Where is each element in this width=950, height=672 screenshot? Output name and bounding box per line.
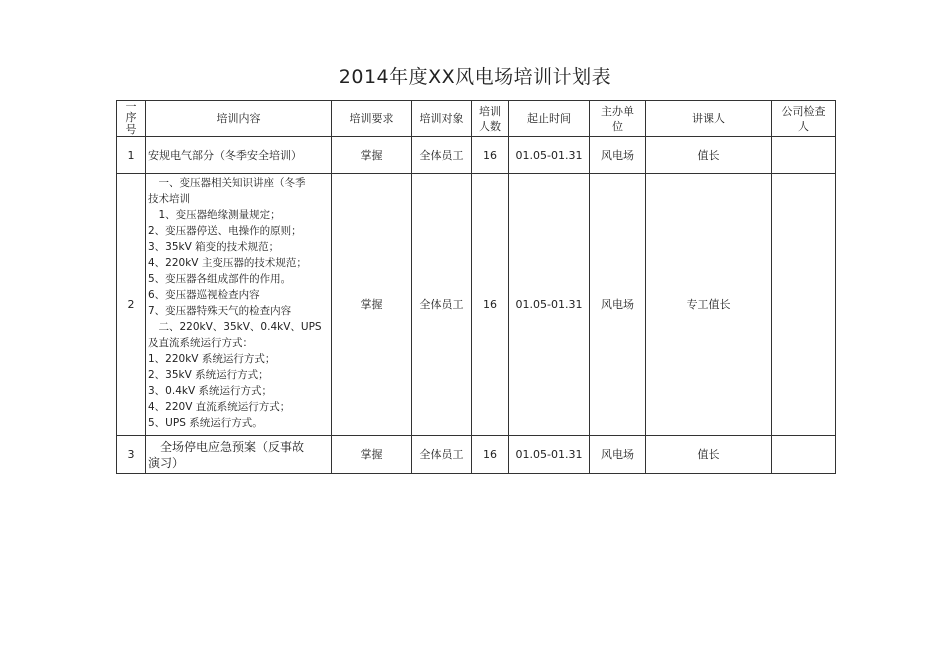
cell-count: 16 [472, 436, 509, 474]
cell-requirement: 掌握 [332, 137, 412, 174]
header-period: 起止时间 [509, 101, 590, 137]
cell-requirement: 掌握 [332, 174, 412, 436]
cell-organizer: 风电场 [590, 436, 646, 474]
cell-organizer: 风电场 [590, 174, 646, 436]
cell-target: 全体员工 [412, 436, 472, 474]
table-row [117, 137, 836, 174]
cell-lecturer: 值长 [646, 137, 772, 174]
header-organizer-line: 主办单 [601, 104, 634, 118]
header-organizer-line: 位 [612, 119, 623, 133]
cell-target: 全体员工 [412, 174, 472, 436]
document-title: 2014年度XX风电场培训计划表 [338, 66, 612, 88]
cell-lecturer: 值长 [646, 436, 772, 474]
content-line: 及直流系统运行方式： [148, 337, 253, 349]
content-line: 1、220kV 系统运行方式； [148, 353, 276, 365]
content-line: 7、变压器特殊天气的检查内容 [148, 305, 292, 317]
header-count [472, 101, 509, 137]
header-lecturer: 讲课人 [646, 101, 772, 137]
content-line: 演习） [148, 455, 185, 470]
cell-inspector [772, 436, 836, 474]
cell-seq: 3 [117, 436, 146, 474]
content-line: 技术培训 [148, 193, 190, 205]
cell-count: 16 [472, 174, 509, 436]
cell-lecturer: 专工值长 [646, 174, 772, 436]
cell-content [146, 436, 332, 474]
cell-count: 16 [472, 137, 509, 174]
content-line: 2、变压器停送、电操作的原则； [148, 225, 302, 237]
header-target: 培训对象 [412, 101, 472, 137]
content-line: 6、变压器巡视检查内容 [148, 289, 260, 301]
training-plan-table [116, 100, 836, 474]
cell-seq: 2 [117, 174, 146, 436]
cell-period: 01.05-01.31 [509, 137, 590, 174]
content-line: 一、变压器相关知识讲座（冬季 [148, 177, 306, 189]
table-header-row [117, 101, 836, 137]
cell-inspector [772, 137, 836, 174]
header-organizer [590, 101, 646, 137]
header-seq-dash: 一 [125, 99, 137, 113]
content-line: 全场停电应急预案（反事故 [148, 439, 305, 454]
header-inspector-line: 人 [798, 119, 809, 133]
cell-target: 全体员工 [412, 137, 472, 174]
cell-organizer: 风电场 [590, 137, 646, 174]
cell-requirement: 掌握 [332, 436, 412, 474]
header-count-line: 培训 [479, 104, 501, 118]
content-line: 2、35kV 系统运行方式； [148, 369, 269, 381]
header-content: 培训内容 [146, 101, 332, 137]
content-line: 5、UPS 系统运行方式。 [148, 417, 263, 429]
header-seq [117, 101, 146, 137]
header-seq-char: 号 [125, 122, 137, 136]
header-inspector-line: 公司检查 [781, 104, 826, 118]
cell-seq: 1 [117, 137, 146, 174]
content-line: 3、0.4kV 系统运行方式； [148, 385, 272, 397]
cell-period: 01.05-01.31 [509, 174, 590, 436]
cell-inspector [772, 174, 836, 436]
header-requirement: 培训要求 [332, 101, 412, 137]
content-line: 4、220V 直流系统运行方式； [148, 401, 291, 413]
cell-content: 安规电气部分（冬季安全培训） [146, 137, 332, 174]
content-line: 3、35kV 箱变的技术规范； [148, 241, 280, 253]
cell-content [146, 174, 332, 436]
content-line: 1、变压器绝缘测量规定； [148, 209, 281, 221]
table-row [117, 436, 836, 474]
content-line: 二、220kV、35kV、0.4kV、UPS [148, 321, 322, 333]
header-inspector [772, 101, 836, 137]
header-seq-char: 序 [125, 110, 137, 124]
table-row [117, 174, 836, 436]
content-line: 4、220kV 主变压器的技术规范； [148, 257, 307, 269]
header-count-line: 人数 [479, 119, 501, 133]
cell-period: 01.05-01.31 [509, 436, 590, 474]
content-line: 5、变压器各组成部件的作用。 [148, 273, 292, 285]
